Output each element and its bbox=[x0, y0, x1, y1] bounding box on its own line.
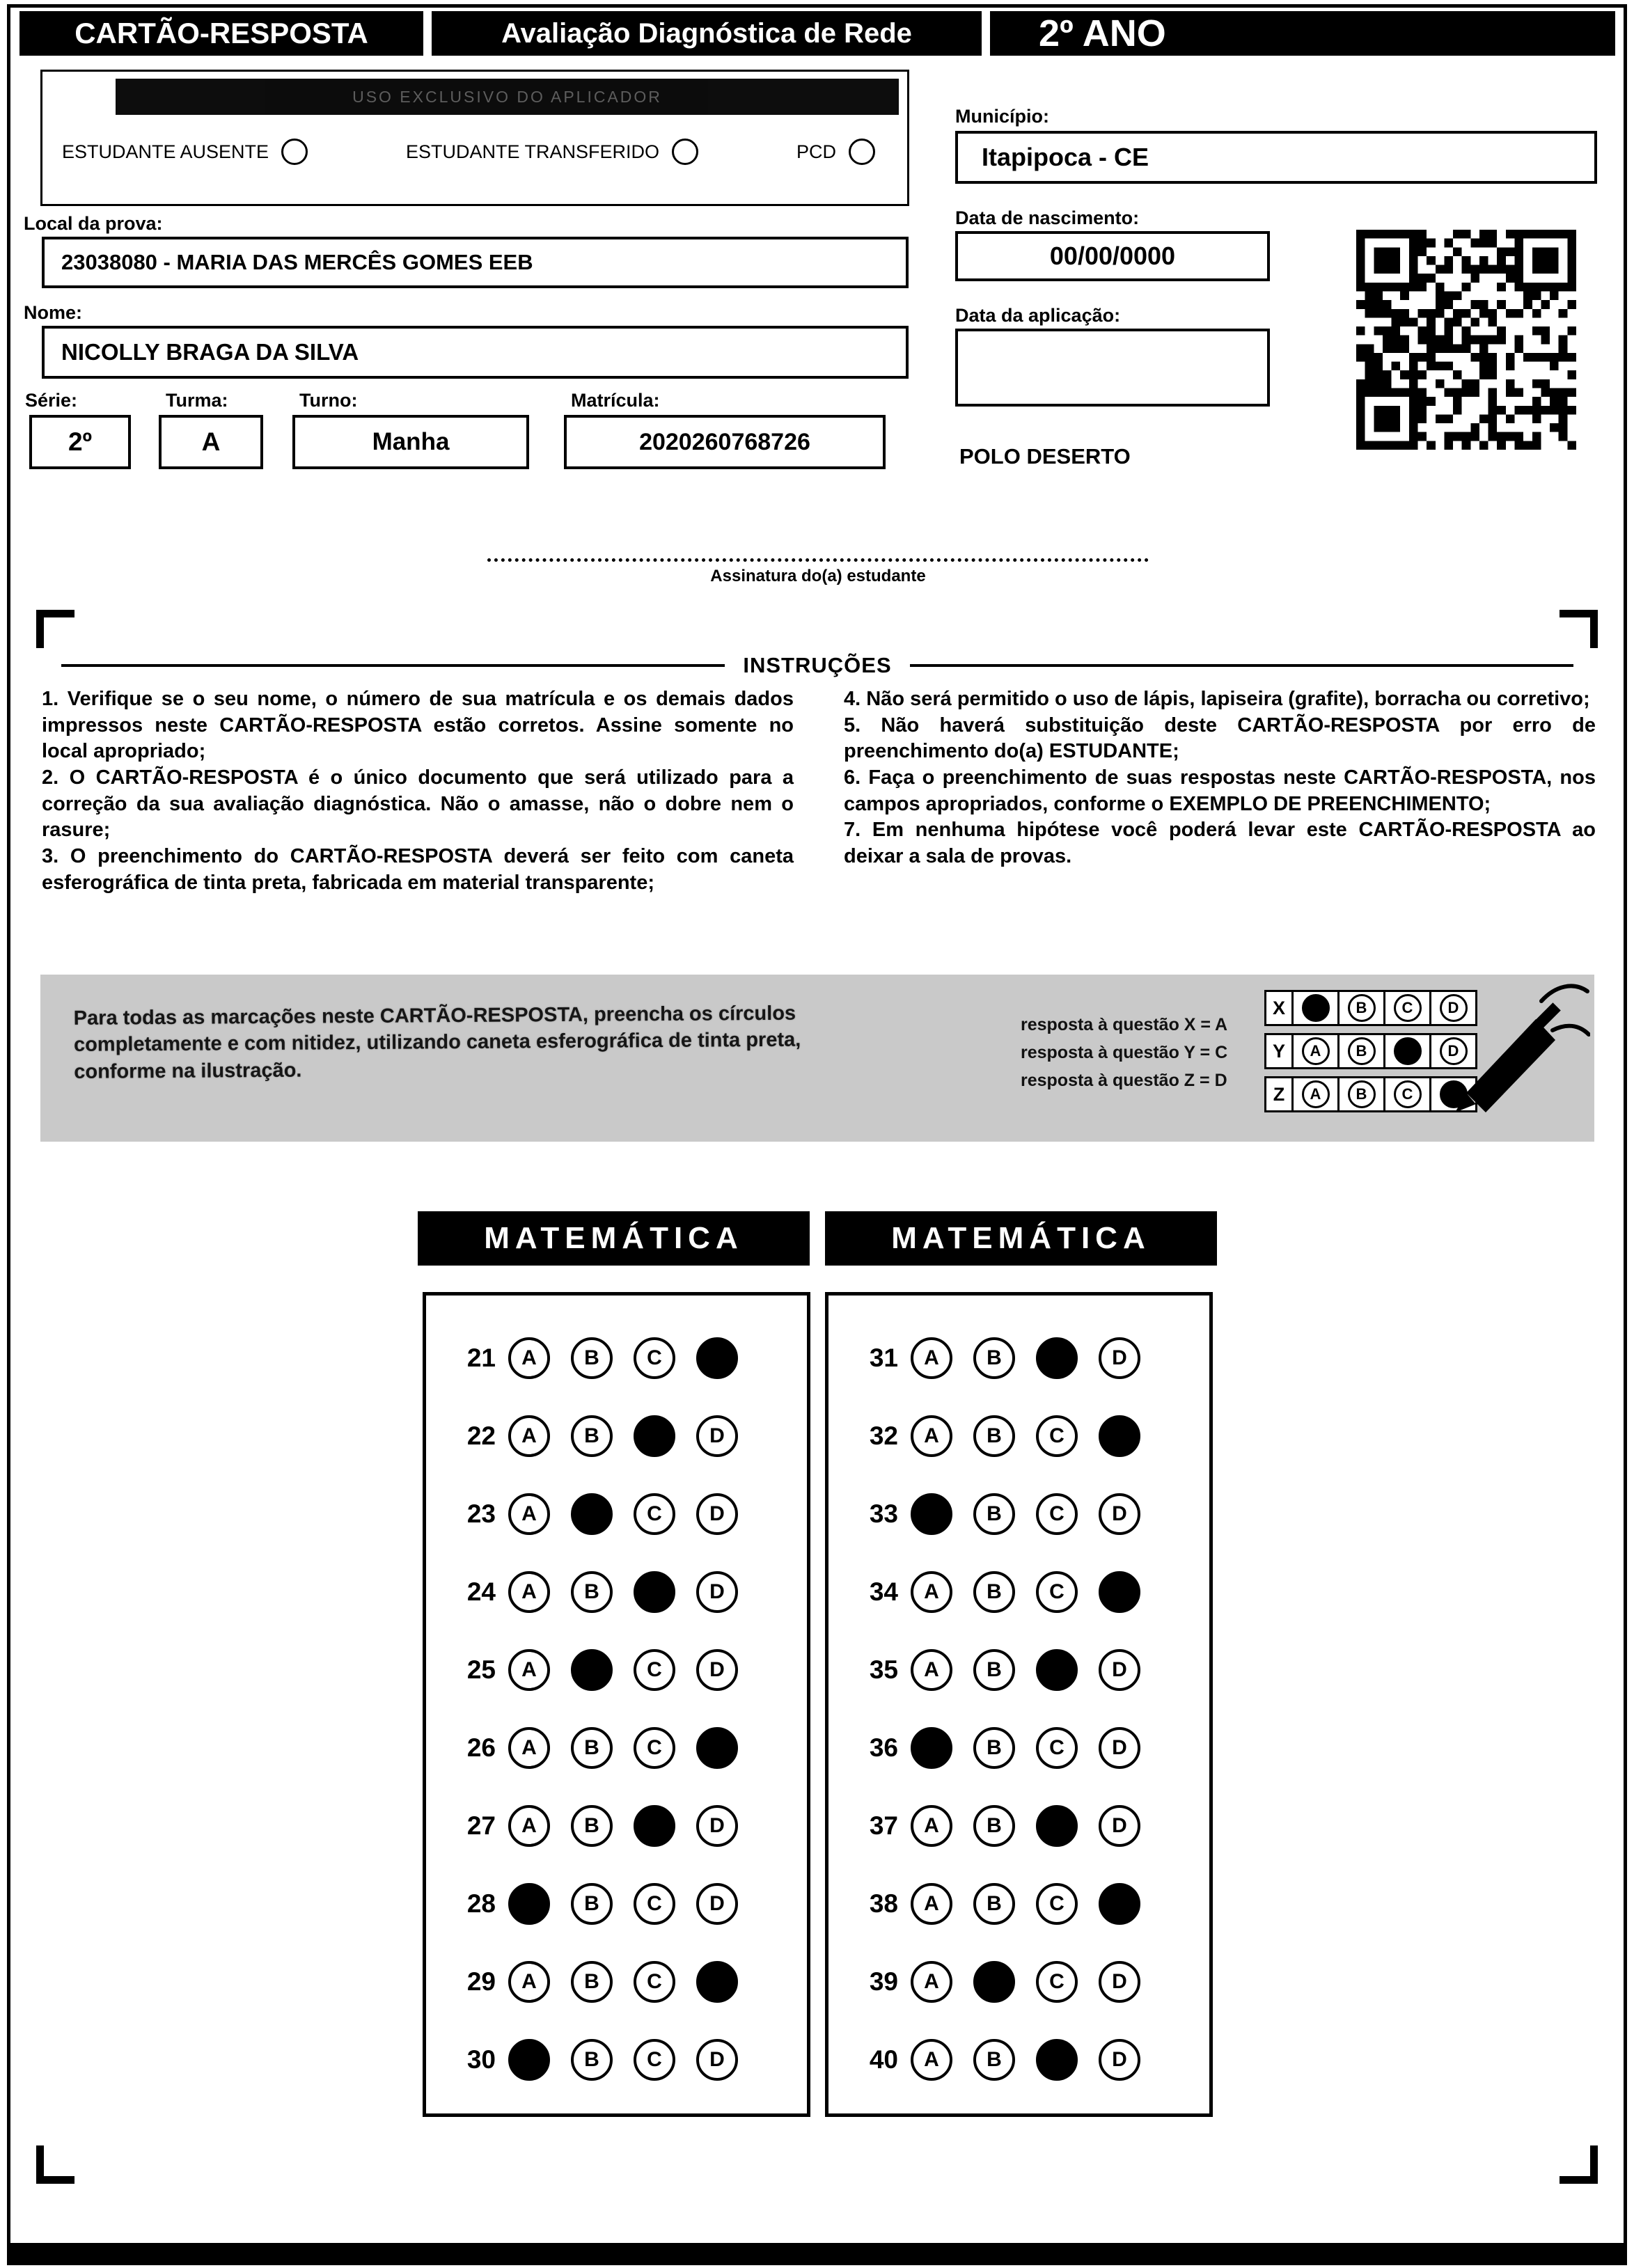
answer-bubble-29-a[interactable]: A bbox=[508, 1961, 550, 2003]
answer-bubble-38-a[interactable]: A bbox=[911, 1883, 952, 1925]
question-row-22 bbox=[450, 1397, 807, 1475]
answer-bubble-37-a[interactable]: A bbox=[911, 1805, 952, 1847]
assessment-title: Avaliação Diagnóstica de Rede bbox=[432, 11, 982, 56]
fill-notice-band bbox=[40, 975, 1594, 1142]
answer-bubble-34-b[interactable]: B bbox=[973, 1571, 1015, 1613]
answer-bubble-37-d[interactable]: D bbox=[1099, 1805, 1140, 1847]
applicator-box bbox=[40, 70, 909, 206]
answer-bubble-39-b[interactable] bbox=[973, 1961, 1015, 2003]
answer-bubble-30-d[interactable]: D bbox=[696, 2039, 738, 2081]
question-row-28 bbox=[450, 1865, 807, 1943]
example-bubble-z-c: C bbox=[1394, 1080, 1422, 1108]
answer-bubble-34-c[interactable]: C bbox=[1036, 1571, 1078, 1613]
answer-bubble-25-b[interactable] bbox=[571, 1649, 613, 1691]
answer-bubble-37-b[interactable]: B bbox=[973, 1805, 1015, 1847]
question-row-23 bbox=[450, 1475, 807, 1553]
hand-pen-illustration bbox=[1430, 970, 1590, 1117]
instruction-item: 4. Não será permitido o uso de lápis, lapiseira (grafite), borracha ou corretivo; bbox=[844, 688, 1590, 710]
status-item-transferido bbox=[406, 139, 698, 165]
answer-bubble-22-b[interactable]: B bbox=[571, 1415, 613, 1457]
answer-bubble-35-c[interactable] bbox=[1036, 1649, 1078, 1691]
question-number: 27 bbox=[466, 1811, 496, 1840]
status-label: ESTUDANTE AUSENTE bbox=[62, 141, 269, 162]
example-cell bbox=[1294, 1076, 1340, 1112]
question-number: 37 bbox=[869, 1811, 898, 1840]
answer-bubble-40-b[interactable]: B bbox=[973, 2039, 1015, 2081]
question-number: 33 bbox=[869, 1499, 898, 1528]
example-cell bbox=[1294, 990, 1340, 1026]
local-prova-field: 23038080 - MARIA DAS MERCÊS GOMES EEB bbox=[42, 237, 909, 288]
instructions-right-column bbox=[844, 686, 1596, 897]
answer-bubble-35-a[interactable]: A bbox=[911, 1649, 952, 1691]
answer-bubble-30-a[interactable] bbox=[508, 2039, 550, 2081]
answer-bubble-23-d[interactable]: D bbox=[696, 1493, 738, 1535]
question-row-36 bbox=[852, 1709, 1209, 1787]
answer-bubble-22-a[interactable]: A bbox=[508, 1415, 550, 1457]
example-cell bbox=[1340, 990, 1385, 1026]
question-number: 40 bbox=[869, 2045, 898, 2074]
question-number: 31 bbox=[869, 1344, 898, 1372]
status-item-pcd bbox=[796, 139, 875, 165]
answer-bubble-38-b[interactable]: B bbox=[973, 1883, 1015, 1925]
answer-bubble-36-b[interactable]: B bbox=[973, 1727, 1015, 1769]
question-number: 23 bbox=[466, 1499, 496, 1528]
question-row-25 bbox=[450, 1631, 807, 1709]
example-bubble-x-a bbox=[1302, 994, 1330, 1022]
answer-bubble-26-d[interactable] bbox=[696, 1727, 738, 1769]
question-row-38 bbox=[852, 1865, 1209, 1943]
aplicacao-field bbox=[955, 329, 1270, 407]
divider-line bbox=[61, 664, 725, 667]
answer-grid-21-30 bbox=[423, 1292, 810, 2117]
instructions-header bbox=[61, 653, 1573, 678]
turno-label: Turno: bbox=[299, 390, 358, 411]
answer-bubble-28-c[interactable]: C bbox=[634, 1883, 675, 1925]
example-row-label: X bbox=[1264, 990, 1294, 1026]
instructions-title: INSTRUÇÕES bbox=[743, 653, 892, 677]
answer-bubble-40-a[interactable]: A bbox=[911, 2039, 952, 2081]
answer-bubble-26-c[interactable]: C bbox=[634, 1727, 675, 1769]
answer-bubble-33-b[interactable]: B bbox=[973, 1493, 1015, 1535]
example-cell bbox=[1340, 1033, 1385, 1069]
question-row-35 bbox=[852, 1631, 1209, 1709]
section-title-matematica-2: MATEMÁTICA bbox=[825, 1211, 1217, 1266]
example-bubble-x-b: B bbox=[1348, 994, 1376, 1022]
example-row-label: Y bbox=[1264, 1033, 1294, 1069]
answer-bubble-30-c[interactable]: C bbox=[634, 2039, 675, 2081]
answer-bubble-24-a[interactable]: A bbox=[508, 1571, 550, 1613]
question-number: 22 bbox=[466, 1422, 496, 1450]
serie-label: Série: bbox=[25, 390, 78, 411]
answer-bubble-36-c[interactable]: C bbox=[1036, 1727, 1078, 1769]
answer-bubble-31-d[interactable]: D bbox=[1099, 1337, 1140, 1379]
example-bubble-z-b: B bbox=[1348, 1080, 1376, 1108]
answer-bubble-22-c[interactable] bbox=[634, 1415, 675, 1457]
example-bubble-y-b: B bbox=[1348, 1037, 1376, 1065]
question-row-34 bbox=[852, 1553, 1209, 1631]
question-row-21 bbox=[450, 1319, 807, 1397]
instructions-body bbox=[42, 686, 1596, 897]
example-cell bbox=[1385, 1076, 1431, 1112]
answer-bubble-22-d[interactable]: D bbox=[696, 1415, 738, 1457]
status-row bbox=[42, 139, 907, 165]
answer-bubble-26-a[interactable]: A bbox=[508, 1727, 550, 1769]
nome-label: Nome: bbox=[24, 302, 83, 323]
turma-label: Turma: bbox=[166, 390, 228, 411]
answer-bubble-21-c[interactable]: C bbox=[634, 1337, 675, 1379]
answer-bubble-25-a[interactable]: A bbox=[508, 1649, 550, 1691]
pcd-check-circle[interactable] bbox=[849, 139, 875, 165]
answer-bubble-29-d[interactable] bbox=[696, 1961, 738, 2003]
answer-bubble-35-d[interactable]: D bbox=[1099, 1649, 1140, 1691]
answer-bubble-23-a[interactable]: A bbox=[508, 1493, 550, 1535]
answer-bubble-39-d[interactable]: D bbox=[1099, 1961, 1140, 2003]
turno-field: Manha bbox=[292, 415, 529, 469]
answer-bubble-26-b[interactable]: B bbox=[571, 1727, 613, 1769]
fill-example-legend bbox=[1021, 1011, 1227, 1094]
corner-mark-bottom-left bbox=[36, 2145, 74, 2184]
example-bubble-z-a: A bbox=[1302, 1080, 1330, 1108]
answer-bubble-28-b[interactable]: B bbox=[571, 1883, 613, 1925]
example-cell bbox=[1294, 1033, 1340, 1069]
answer-bubble-37-c[interactable] bbox=[1036, 1805, 1078, 1847]
answer-bubble-38-d[interactable] bbox=[1099, 1883, 1140, 1925]
instructions-left-column bbox=[42, 686, 794, 897]
answer-bubble-32-d[interactable] bbox=[1099, 1415, 1140, 1457]
example-bubble-y-a: A bbox=[1302, 1037, 1330, 1065]
question-number: 39 bbox=[869, 1967, 898, 1996]
answer-bubble-25-d[interactable]: D bbox=[696, 1649, 738, 1691]
question-number: 36 bbox=[869, 1733, 898, 1762]
question-number: 29 bbox=[466, 1967, 496, 1996]
example-bubble-y-d: D bbox=[1440, 1037, 1468, 1065]
local-prova-label: Local da prova: bbox=[24, 213, 163, 234]
turma-field: A bbox=[159, 415, 263, 469]
grade-label: 2º ANO bbox=[990, 11, 1615, 56]
answer-bubble-34-d[interactable] bbox=[1099, 1571, 1140, 1613]
question-row-30 bbox=[450, 2021, 807, 2099]
question-number: 28 bbox=[466, 1889, 496, 1918]
ausente-check-circle[interactable] bbox=[281, 139, 308, 165]
answer-bubble-25-c[interactable]: C bbox=[634, 1649, 675, 1691]
question-number: 38 bbox=[869, 1889, 898, 1918]
legend-line: resposta à questão X = A bbox=[1021, 1015, 1228, 1034]
question-number: 35 bbox=[869, 1655, 898, 1684]
answer-bubble-36-d[interactable]: D bbox=[1099, 1727, 1140, 1769]
answer-bubble-29-c[interactable]: C bbox=[634, 1961, 675, 2003]
answer-bubble-27-c[interactable] bbox=[634, 1805, 675, 1847]
question-number: 25 bbox=[466, 1655, 496, 1684]
answer-bubble-24-c[interactable] bbox=[634, 1571, 675, 1613]
question-row-29 bbox=[450, 1943, 807, 2021]
applicator-use-bar: USO EXCLUSIVO DO APLICADOR bbox=[116, 79, 899, 115]
example-cell bbox=[1385, 1033, 1431, 1069]
corner-mark-bottom-right bbox=[1560, 2145, 1598, 2184]
answer-bubble-40-c[interactable] bbox=[1036, 2039, 1078, 2081]
example-bubble-x-d: D bbox=[1440, 994, 1468, 1022]
answer-bubble-33-c[interactable]: C bbox=[1036, 1493, 1078, 1535]
answer-bubble-24-b[interactable]: B bbox=[571, 1571, 613, 1613]
question-number: 30 bbox=[466, 2045, 496, 2074]
status-label: PCD bbox=[796, 141, 836, 162]
answer-bubble-32-c[interactable]: C bbox=[1036, 1415, 1078, 1457]
status-item-ausente bbox=[62, 139, 308, 165]
answer-bubble-31-c[interactable] bbox=[1036, 1337, 1078, 1379]
answer-bubble-27-b[interactable]: B bbox=[571, 1805, 613, 1847]
answer-bubble-31-a[interactable]: A bbox=[911, 1337, 952, 1379]
answer-bubble-23-c[interactable]: C bbox=[634, 1493, 675, 1535]
answer-bubble-33-d[interactable]: D bbox=[1099, 1493, 1140, 1535]
fill-notice-text: Para todas as marcações neste CARTÃO-RESPOSTA, preencha os círculos completamente e com nitidez, utilizando caneta esferográfica de tinta preta, conforme na ilustração. bbox=[73, 1002, 801, 1083]
question-number: 34 bbox=[869, 1577, 898, 1606]
signature-label: Assinatura do(a) estudante bbox=[710, 567, 926, 585]
question-number: 21 bbox=[466, 1344, 496, 1372]
question-row-26 bbox=[450, 1709, 807, 1787]
municipio-label: Município: bbox=[955, 106, 1049, 127]
question-row-32 bbox=[852, 1397, 1209, 1475]
sheet-title: CARTÃO-RESPOSTA bbox=[19, 11, 423, 56]
answer-bubble-32-a[interactable]: A bbox=[911, 1415, 952, 1457]
answer-bubble-33-a[interactable] bbox=[911, 1493, 952, 1535]
answer-bubble-21-a[interactable]: A bbox=[508, 1337, 550, 1379]
answer-bubble-27-d[interactable]: D bbox=[696, 1805, 738, 1847]
question-row-37 bbox=[852, 1787, 1209, 1865]
bottom-black-bar bbox=[8, 2243, 1626, 2262]
example-cell bbox=[1385, 990, 1431, 1026]
status-label: ESTUDANTE TRANSFERIDO bbox=[406, 141, 660, 162]
question-row-33 bbox=[852, 1475, 1209, 1553]
serie-field: 2º bbox=[29, 415, 131, 469]
answer-bubble-40-d[interactable]: D bbox=[1099, 2039, 1140, 2081]
answer-bubble-32-b[interactable]: B bbox=[973, 1415, 1015, 1457]
answer-bubble-23-b[interactable] bbox=[571, 1493, 613, 1535]
nascimento-label: Data de nascimento: bbox=[955, 207, 1140, 228]
question-row-24 bbox=[450, 1553, 807, 1631]
section-title-matematica-1: MATEMÁTICA bbox=[418, 1211, 810, 1266]
answer-bubble-24-d[interactable]: D bbox=[696, 1571, 738, 1613]
matricula-label: Matrícula: bbox=[571, 390, 660, 411]
nascimento-field: 00/00/0000 bbox=[955, 231, 1270, 281]
answer-bubble-38-c[interactable]: C bbox=[1036, 1883, 1078, 1925]
nome-field: NICOLLY BRAGA DA SILVA bbox=[42, 326, 909, 379]
question-row-40 bbox=[852, 2021, 1209, 2099]
answer-bubble-30-b[interactable]: B bbox=[571, 2039, 613, 2081]
answer-grid-31-40 bbox=[825, 1292, 1213, 2117]
example-cell bbox=[1340, 1076, 1385, 1112]
question-number: 24 bbox=[466, 1577, 496, 1606]
answer-bubble-39-c[interactable]: C bbox=[1036, 1961, 1078, 2003]
example-row-label: Z bbox=[1264, 1076, 1294, 1112]
instruction-item: 3. O preenchimento do CARTÃO-RESPOSTA deverá ser feito com caneta esferográfica de tinta preta, fabricada em material transparente; bbox=[42, 845, 794, 894]
legend-line: resposta à questão Y = C bbox=[1021, 1043, 1228, 1062]
answer-bubble-35-b[interactable]: B bbox=[973, 1649, 1015, 1691]
answer-bubble-39-a[interactable]: A bbox=[911, 1961, 952, 2003]
signature-line[interactable] bbox=[487, 558, 1149, 562]
instruction-item: 6. Faça o preenchimento de suas respostas neste CARTÃO-RESPOSTA, nos campos apropriados, conforme o EXEMPLO DE PREENCHIMENTO; bbox=[844, 766, 1596, 815]
answer-bubble-27-a[interactable]: A bbox=[508, 1805, 550, 1847]
example-bubble-x-c: C bbox=[1394, 994, 1422, 1022]
question-number: 26 bbox=[466, 1733, 496, 1762]
instruction-item: 5. Não haverá substituição deste CARTÃO-RESPOSTA por erro de preenchimento do(a) ESTUDANTE; bbox=[844, 714, 1596, 763]
answer-bubble-29-b[interactable]: B bbox=[571, 1961, 613, 2003]
corner-mark-top-left bbox=[36, 610, 74, 648]
matricula-field: 2020260768726 bbox=[564, 415, 886, 469]
question-row-31 bbox=[852, 1319, 1209, 1397]
instruction-item: 2. O CARTÃO-RESPOSTA é o único documento que será utilizado para a correção da sua avaliação diagnóstica. Não o amasse, não o dobre nem o rasure; bbox=[42, 766, 794, 842]
instruction-item: 7. Em nenhuma hipótese você poderá levar este CARTÃO-RESPOSTA ao deixar a sala de provas. bbox=[844, 819, 1596, 868]
qr-code bbox=[1356, 230, 1576, 450]
answer-bubble-21-b[interactable]: B bbox=[571, 1337, 613, 1379]
answer-bubble-36-a[interactable] bbox=[911, 1727, 952, 1769]
header bbox=[19, 11, 1615, 56]
question-row-39 bbox=[852, 1943, 1209, 2021]
example-bubble-y-c bbox=[1394, 1037, 1422, 1065]
answer-bubble-34-a[interactable]: A bbox=[911, 1571, 952, 1613]
polo-deserto-label: POLO DESERTO bbox=[959, 444, 1131, 468]
instruction-item: 1. Verifique se o seu nome, o número de sua matrícula e os demais dados impressos neste CARTÃO-RESPOSTA estão corretos. Assine somente no local apropriado; bbox=[42, 688, 794, 763]
aplicacao-label: Data da aplicação: bbox=[955, 305, 1121, 326]
answer-bubble-28-a[interactable] bbox=[508, 1883, 550, 1925]
answer-bubble-28-d[interactable]: D bbox=[696, 1883, 738, 1925]
divider-line bbox=[910, 664, 1573, 667]
corner-mark-top-right bbox=[1560, 610, 1598, 648]
question-number: 32 bbox=[869, 1422, 898, 1450]
answer-bubble-31-b[interactable]: B bbox=[973, 1337, 1015, 1379]
municipio-field: Itapipoca - CE bbox=[955, 131, 1597, 184]
answer-bubble-21-d[interactable] bbox=[696, 1337, 738, 1379]
transferido-check-circle[interactable] bbox=[672, 139, 698, 165]
question-row-27 bbox=[450, 1787, 807, 1865]
legend-line: resposta à questão Z = D bbox=[1021, 1071, 1227, 1090]
